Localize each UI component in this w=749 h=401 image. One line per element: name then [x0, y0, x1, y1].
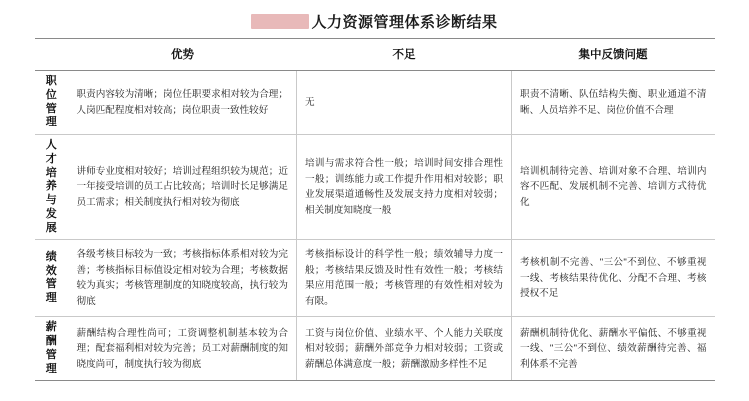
cell-feedback: 职责不清晰、队伍结构失衡、职业通道不清晰、人员培养不足、岗位价值不合理 [512, 71, 715, 135]
row-header-label: 职位管理 [45, 75, 58, 129]
row-header-label: 薪酬管理 [45, 321, 58, 375]
cell-gap: 培训与需求符合性一般；培训时间安排合理性一般；训练能力或工作提升作用相对较影；职业发展渠道通畅性及发展支持力度相对较弱；相关制度知晓度一般 [297, 135, 512, 240]
row-header-label: 人才培养与发展 [45, 139, 58, 234]
cell-feedback: 培训机制待完善、培训对象不合理、培训内容不匹配、发展机制不完善、培训方式待优化 [512, 135, 715, 240]
cell-feedback: 考核机制不完善、"三公"不到位、不够重视一线、考核结果待优化、分配不合理、考核授权不足 [512, 240, 715, 317]
table-row [35, 135, 715, 240]
cell-advantage: 职责内容较为清晰；岗位任职要求相对较为合理；人岗匹配程度相对较高；岗位职责一致性较好 [69, 71, 297, 135]
cell-gap: 无 [297, 71, 512, 135]
page-title: 人力资源管理体系诊断结果 [311, 13, 498, 31]
column-header-advantage: 优势 [69, 39, 297, 71]
document-title-row [0, 0, 749, 38]
column-header-gap: 不足 [297, 39, 512, 71]
cell-feedback: 薪酬机制待优化、薪酬水平偏低、不够重视一线、"三公"不到位、绩效薪酬待完善、福利体系不完善 [512, 317, 715, 381]
row-header-compensation-management [35, 317, 69, 381]
column-header-corner [35, 39, 69, 71]
row-header-label: 绩效管理 [45, 250, 58, 305]
cell-advantage: 各级考核目标较为一致；考核指标体系相对较为完善；考核指标目标值设定相对较为合理；考核数据较为真实；考核管理制度的知晓度较高，执行较为彻底 [69, 240, 297, 317]
row-header-performance-management [35, 240, 69, 317]
table-row [35, 71, 715, 135]
redaction-block [251, 14, 309, 29]
column-header-feedback: 集中反馈问题 [512, 39, 715, 71]
row-header-position-management [35, 71, 69, 135]
row-header-talent-development [35, 135, 69, 240]
table-row [35, 317, 715, 381]
cell-gap: 工资与岗位价值、业绩水平、个人能力关联度相对较弱；薪酬外部竞争力相对较弱；工资或薪酬总体满意度一般；薪酬激励多样性不足 [297, 317, 512, 381]
table-row [35, 240, 715, 317]
cell-gap: 考核指标设计的科学性一般；绩效辅导力度一般；考核结果反馈及时性有效性一般；考核结果应用范围一般；考核管理的有效性相对较为有限。 [297, 240, 512, 317]
table-header [35, 39, 715, 71]
cell-advantage: 薪酬结构合理性尚可；工资调整机制基本较为合理；配套福利相对较为完善；员工对薪酬制度的知晓度尚可，制度执行较为彻底 [69, 317, 297, 381]
cell-advantage: 讲师专业度相对较好；培训过程组织较为规范；近一年接受培训的员工占比较高；培训时长足够满足员工需求；相关制度执行相对较为彻底 [69, 135, 297, 240]
diagnosis-table [35, 38, 715, 381]
table-header-row [35, 39, 715, 71]
table-body [35, 71, 715, 381]
